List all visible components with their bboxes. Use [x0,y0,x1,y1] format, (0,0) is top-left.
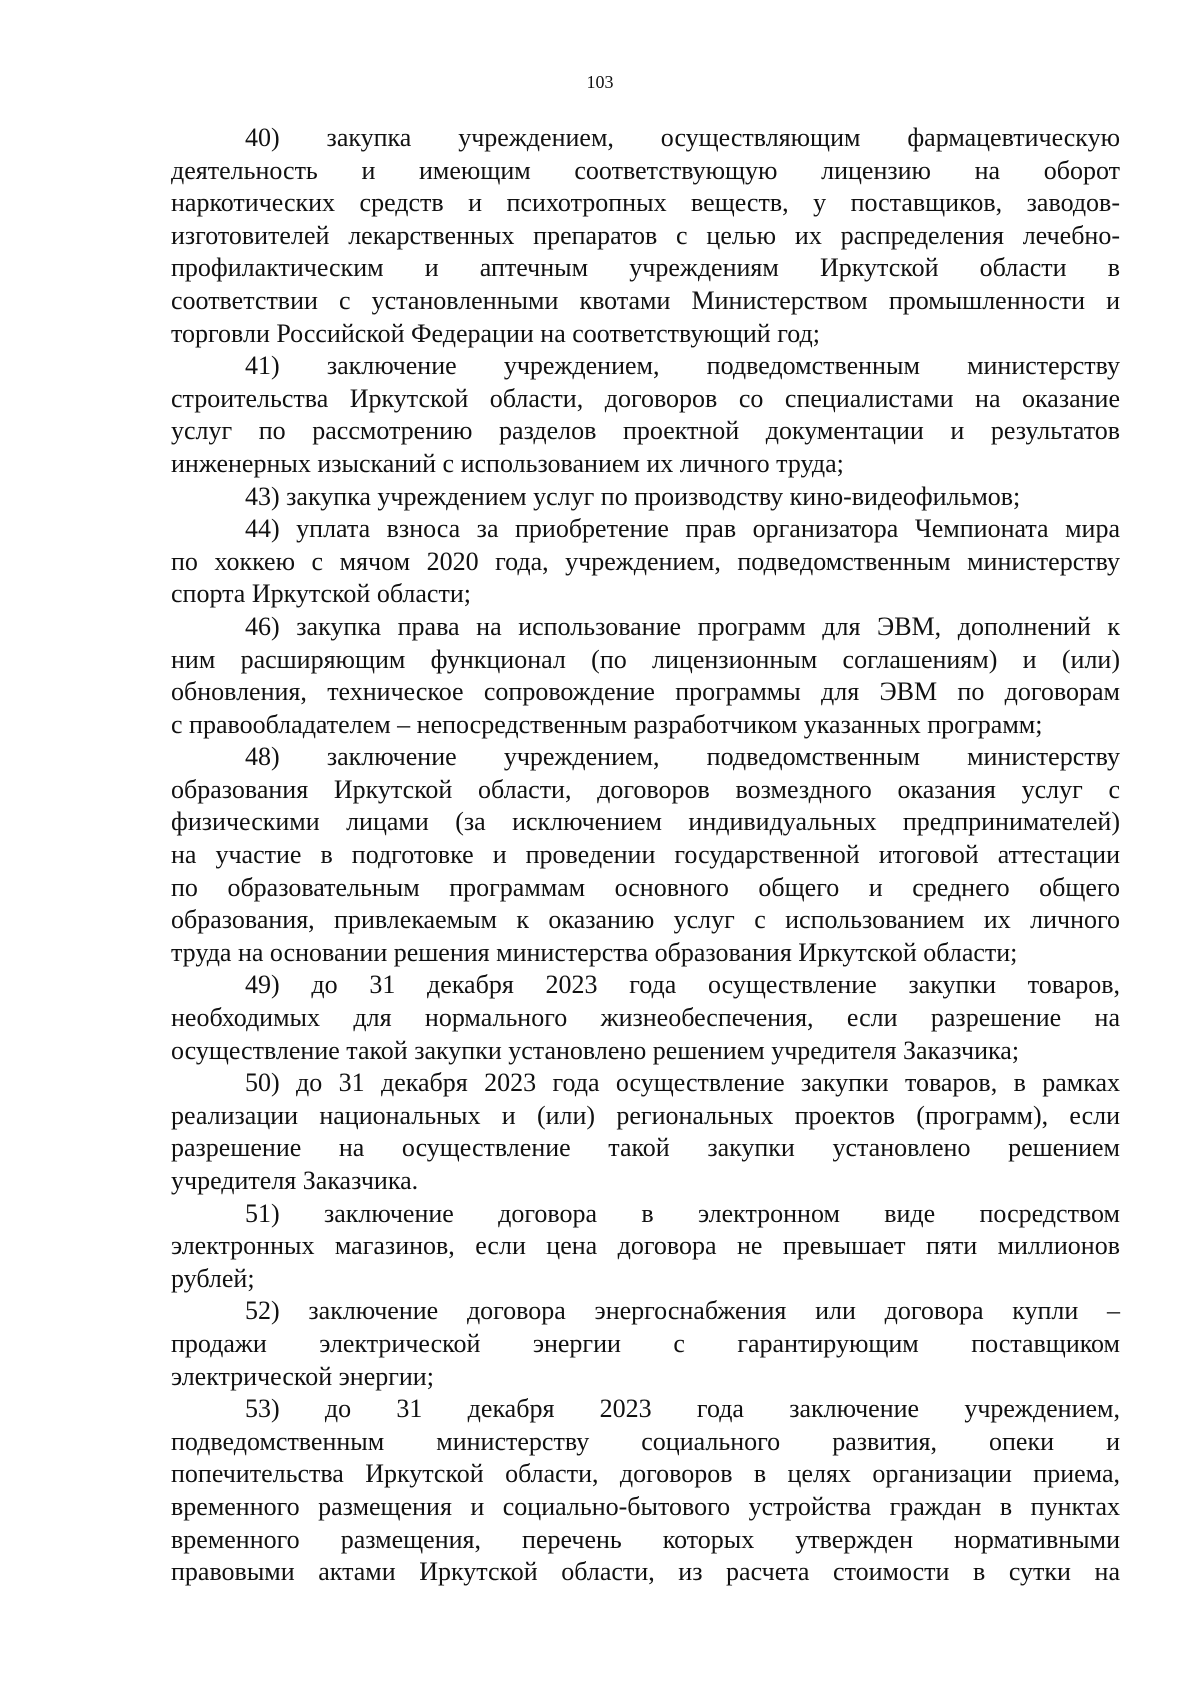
list-item-46 [171,611,1120,741]
text-line: 49) до 31 декабря 2023 года осуществление закупки товаров, [245,970,1120,1000]
text-line: электронных магазинов, если цена договора не превышает пяти миллионов [171,1231,1120,1261]
text-line: 48) заключение учреждением, подведомственным министерству [245,742,1120,772]
text-line: обновления, техническое сопровождение программы для ЭВМ по договорам [171,677,1120,707]
text-line: 51) заключение договора в электронном виде посредством [245,1198,1120,1228]
text-line: торговли Российской Федерации на соответствующий год; [171,318,820,348]
text-line: на участие в подготовке и проведении государственной итоговой аттестации [171,840,1120,870]
text-line: инженерных изысканий с использованием их личного труда; [171,448,844,478]
text-line: правовыми актами Иркутской области, из расчета стоимости в сутки на [171,1557,1120,1587]
list-item-50 [171,1067,1120,1197]
text-line: образования, привлекаемым к оказанию услуг с использованием их личного [171,905,1120,935]
list-item-52 [171,1295,1120,1393]
text-line: 40) закупка учреждением, осуществляющим фармацевтическую [245,123,1120,152]
text-line: по хоккею с мячом 2020 года, учреждением, подведомственным министерству [171,546,1120,576]
document-body [171,122,1120,1589]
list-item-41 [171,350,1120,480]
text-line: рублей; [171,1263,255,1293]
text-line: 43) закупка учреждением услуг по производству кино-видеофильмов; [245,481,1021,511]
text-line: осуществление такой закупки установлено решением учредителя Заказчика; [171,1035,1020,1065]
text-line: наркотических средств и психотропных веществ, у поставщиков, заводов- [171,188,1120,218]
text-line: соответствии с установленными квотами Министерством промышленности и [171,285,1120,315]
text-line: разрешение на осуществление такой закупки установлено решением [171,1133,1120,1163]
text-line: временного размещения и социально-бытового устройства граждан в пунктах [171,1491,1120,1521]
text-line: необходимых для нормального жизнеобеспечения, если разрешение на [171,1003,1120,1033]
text-line: временного размещения, перечень которых утвержден нормативными [171,1524,1120,1554]
text-line: физическими лицами (за исключением индивидуальных предпринимателей) [171,807,1120,837]
list-item-40 [171,122,1120,350]
text-line: труда на основании решения министерства образования Иркутской области; [171,937,1018,967]
text-line: образования Иркутской области, договоров возмездного оказания услуг с [171,774,1120,804]
text-line: учредителя Заказчика. [171,1166,419,1195]
text-line: изготовителей лекарственных препаратов с целью их распределения лечебно- [171,220,1120,250]
text-line: реализации национальных и (или) региональных проектов (программ), если [171,1100,1120,1130]
text-line: 52) заключение договора энергоснабжения или договора купли – [245,1296,1120,1326]
list-item-44 [171,513,1120,611]
text-line: спорта Иркутской области; [171,579,471,609]
text-line: 50) до 31 декабря 2023 года осуществление закупки товаров, в рамках [245,1068,1120,1098]
text-line: профилактическим и аптечным учреждениям Иркутской области в [171,253,1120,283]
text-line: строительства Иркутской области, договоров со специалистами на оказание [171,383,1120,413]
text-line: 41) заключение учреждением, подведомственным министерству [245,351,1120,381]
text-line: электрической энергии; [171,1361,434,1391]
text-line: услуг по рассмотрению разделов проектной документации и результатов [171,416,1120,446]
list-item-51 [171,1198,1120,1296]
text-line: деятельность и имеющим соответствующую лицензию на оборот [171,155,1120,185]
list-item-53 [171,1393,1120,1589]
list-item-49 [171,969,1120,1067]
text-line: с правообладателем – непосредственным разработчиком указанных программ; [171,709,1043,739]
text-line: попечительства Иркутской области, договоров в целях организации приема, [171,1459,1120,1489]
text-line: 53) до 31 декабря 2023 года заключение учреждением, [245,1394,1120,1424]
list-item-43 [171,481,1120,514]
text-line: продажи электрической энергии с гарантирующим поставщиком [171,1328,1120,1358]
text-line: по образовательным программам основного общего и среднего общего [171,872,1120,902]
page-number: 103 [586,72,614,92]
text-line: ним расширяющим функционал (по лицензионным соглашениям) и (или) [171,644,1120,674]
text-line: подведомственным министерству социального развития, опеки и [171,1426,1120,1456]
text-line: 44) уплата взноса за приобретение прав организатора Чемпионата мира [245,514,1120,544]
list-item-48 [171,741,1120,969]
text-line: 46) закупка права на использование программ для ЭВМ, дополнений к [245,611,1120,641]
